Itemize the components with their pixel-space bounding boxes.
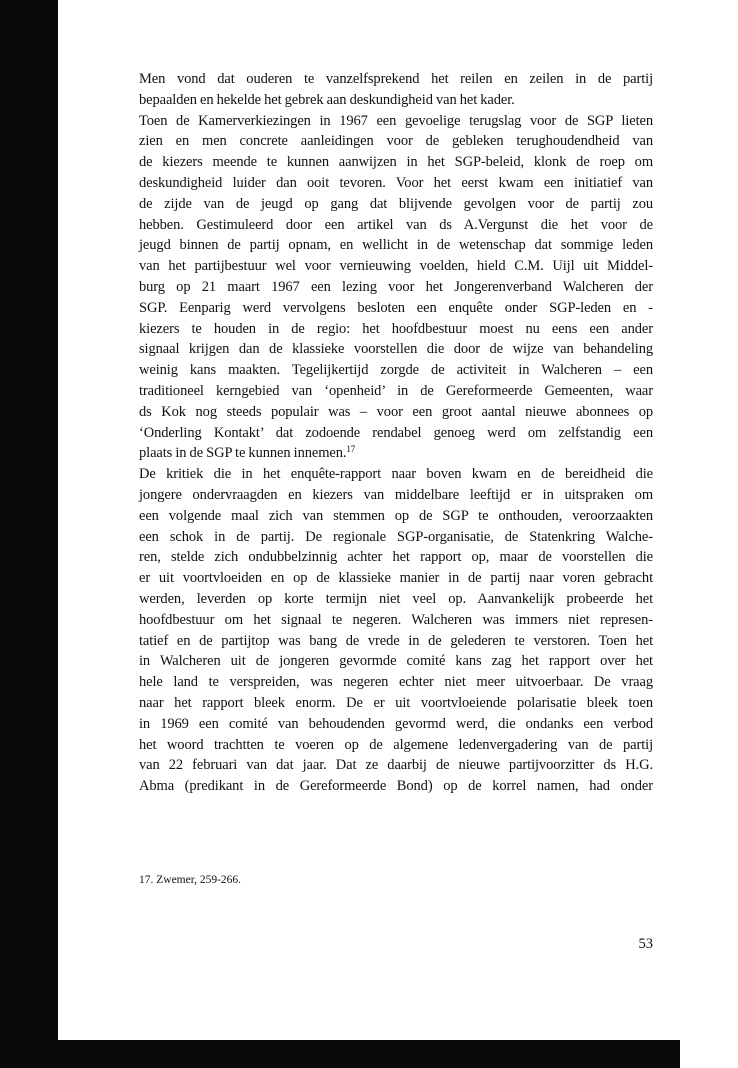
- text-line: naar het rapport bleek enorm. De er uit voortvloeiende polarisatie bleek toen: [139, 694, 653, 711]
- paragraph-1: [139, 69, 653, 111]
- text-line: hebben. Gestimuleerd door een artikel van ds A.Vergunst die het voor de: [139, 216, 653, 233]
- text-line: ‘Onderling Kontakt’ dat zodoende rendabel genoeg werd om zelfstandig een: [139, 424, 653, 441]
- text-line: de kiezers meende te kunnen aanwijzen in het SGP-beleid, klonk de roep om: [139, 154, 653, 171]
- body-text: [139, 69, 653, 797]
- text-line: een volgende maal zich van stemmen op de SGP te onthouden, veroorzaakten: [139, 507, 653, 524]
- text-line: zien en men concrete aanleidingen voor de gebleken terughoudendheid van: [139, 133, 653, 150]
- text-line: Toen de Kamerverkiezingen in 1967 een gevoelige terugslag voor de SGP lieten: [139, 112, 653, 129]
- text-line: het woord trachtten te voeren op de algemene ledenvergadering van de partij: [139, 736, 653, 753]
- footnote-reference: 17: [346, 444, 356, 455]
- text-line: hele land te verspreiden, was negeren echter niet meer uitvoerbaar. De vraag: [139, 674, 653, 691]
- text-line: SGP. Eenparig werd vervolgens besloten een enquête onder SGP-leden en -: [139, 299, 653, 316]
- text-line: in Walcheren uit de jongeren gevormde comité kans zag het rapport over het: [139, 653, 653, 670]
- text-line: er uit voortvloeiden en op de klassieke manier in de partij naar voren gebracht: [139, 570, 653, 587]
- footnote: 17. Zwemer, 259-266.: [139, 874, 242, 886]
- text-line: jongere ondervraagden en kiezers van middelbare leeftijd er in uitspraken om: [139, 486, 653, 503]
- text-line: ds Kok nog steeds populair was – voor een groot aantal nieuwe abonnees op: [139, 403, 653, 420]
- text-line: ren, stelde zich ondubbelzinnig achter het rapport op, maar de voorstellen die: [139, 549, 653, 566]
- text-line: in 1969 een comité van behoudenden gevormd werd, die ondanks een verbod: [139, 715, 653, 732]
- text-line: Men vond dat ouderen te vanzelfsprekend het reilen en zeilen in de partij: [139, 71, 653, 87]
- text-line: kiezers te houden in de regio: het hoofdbestuur moest nu eens een ander: [139, 320, 653, 337]
- text-line: werden, leverden op korte termijn niet veel op. Aanvankelijk probeerde het: [139, 590, 653, 607]
- text-line: jeugd binnen de partij opnam, en wellicht in de wetenschap dat sommige leden: [139, 237, 653, 254]
- text-line: De kritiek die in het enquête-rapport naar boven kwam en de bereidheid die: [139, 466, 653, 483]
- text-line: bepaalden en hekelde het gebrek aan deskundigheid van het kader.: [139, 91, 515, 108]
- text-line: van het partijbestuur wel voor vernieuwing voelden, hield C.M. Uijl uit Middel-: [139, 258, 653, 275]
- scan-border-bottom: [0, 1040, 680, 1068]
- text-line: [139, 443, 653, 464]
- text-line: burg op 21 maart 1967 een lezing voor het Jongerenverband Walcheren der: [139, 278, 653, 295]
- text-line: tatief en de partijtop was bang de vrede in de gelederen te verstoren. Toen het: [139, 632, 653, 649]
- text-line: weinig kans maakten. Tegelijkertijd zorgde de activiteit in Walcheren – een: [139, 362, 653, 379]
- text-line: hoofdbestuur om het signaal te negeren. Walcheren was immers niet represen-: [139, 611, 653, 628]
- paragraph-2: [139, 111, 653, 465]
- text-line: van 22 februari van dat jaar. Dat ze daarbij de nieuwe partijvoorzitter ds H.G.: [139, 757, 653, 774]
- scan-border-left: [0, 0, 58, 1068]
- text-line: een schok in de partij. De regionale SGP-organisatie, de Statenkring Walche-: [139, 528, 653, 545]
- text-line: deskundigheid luider dan ooit tevoren. Voor het eerst kwam een initiatief van: [139, 174, 653, 191]
- paragraph-3: [139, 464, 653, 797]
- text-line: Abma (predikant in de Gereformeerde Bond) op de korrel namen, had onder: [139, 778, 653, 795]
- text-line: signaal krijgen dan de klassieke voorstellen die door de wijze van behandeling: [139, 341, 653, 358]
- text-line: traditioneel kerngebied van ‘openheid’ in de Gereformeerde Gemeenten, waar: [139, 382, 653, 399]
- text-line-content: plaats in de SGP te kunnen innemen.: [139, 445, 347, 462]
- text-line: de zijde van de jeugd op gang dat blijvende gevolgen voor de partij zou: [139, 195, 653, 212]
- page-number: 53: [638, 936, 653, 952]
